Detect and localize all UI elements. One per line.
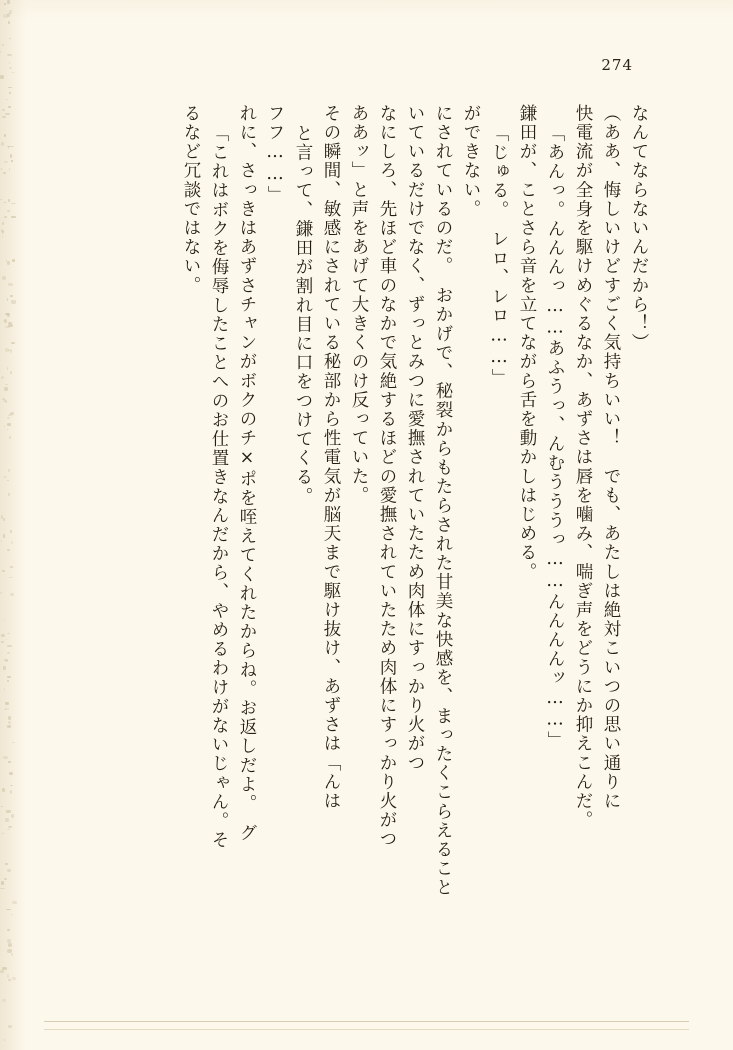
text-column: ができない。 [461, 104, 481, 219]
text-column: 快電流が全身を駆けめぐるなか、あずさは唇を噛み、喘ぎ声をどうにか抑えこんだ。 [573, 104, 593, 830]
text-column: と言って、鎌田が割れ目に口をつけてくる。 [293, 124, 313, 506]
text-column: 「あんっ。んんんっ……あふうっ、んむうううっ……んんんんッ……」 [545, 124, 565, 751]
text-column: るなど冗談ではない。 [181, 104, 201, 295]
page-number: 274 [601, 56, 633, 74]
text-column: なんてならないんだから！） [629, 104, 649, 353]
text-column: なにしろ、先ほど車のなかで気絶するほどの愛撫されていたため肉体にすっかり火がつ [377, 104, 397, 849]
text-column: にされているのだ。 おかげで、秘裂からもたらされた甘美な快感を、まったくこらえること [433, 104, 453, 898]
footer-rule-secondary [44, 1029, 689, 1030]
text-column: 鎌田が、ことさら音を立てながら舌を動かしはじめる。 [517, 104, 537, 582]
text-column: その瞬間、敏感にされている秘部から性電気が脳天まで駆け抜け、あずさは「んは [321, 104, 341, 811]
text-column: 「これはボクを侮辱したことへのお仕置きなんだから、やめるわけがないじゃん。そ [209, 124, 229, 850]
text-column: いているだけでなく、ずっとみつに愛撫されていたため肉体にすっかり火がつ [405, 104, 425, 773]
book-binding-edge [0, 0, 16, 1050]
text-column: ああッ」と声をあげて大きくのけ反っていた。 [349, 104, 369, 506]
text-column: 「じゅる。 レロ、レロ……」 [489, 124, 509, 388]
footer-rule [44, 1021, 689, 1022]
text-column: れに、さっきはあずさチャンがボクのチ×ポを咥えてくれたからね。お返しだよ。 グ [237, 104, 257, 843]
vertical-text-block [171, 104, 647, 964]
text-column: フフ……」 [265, 104, 285, 205]
text-column: （ああ、悔しいけどすごく気持ちいい！ でも、あたしは絶対こいつの思い通りに [601, 104, 621, 811]
